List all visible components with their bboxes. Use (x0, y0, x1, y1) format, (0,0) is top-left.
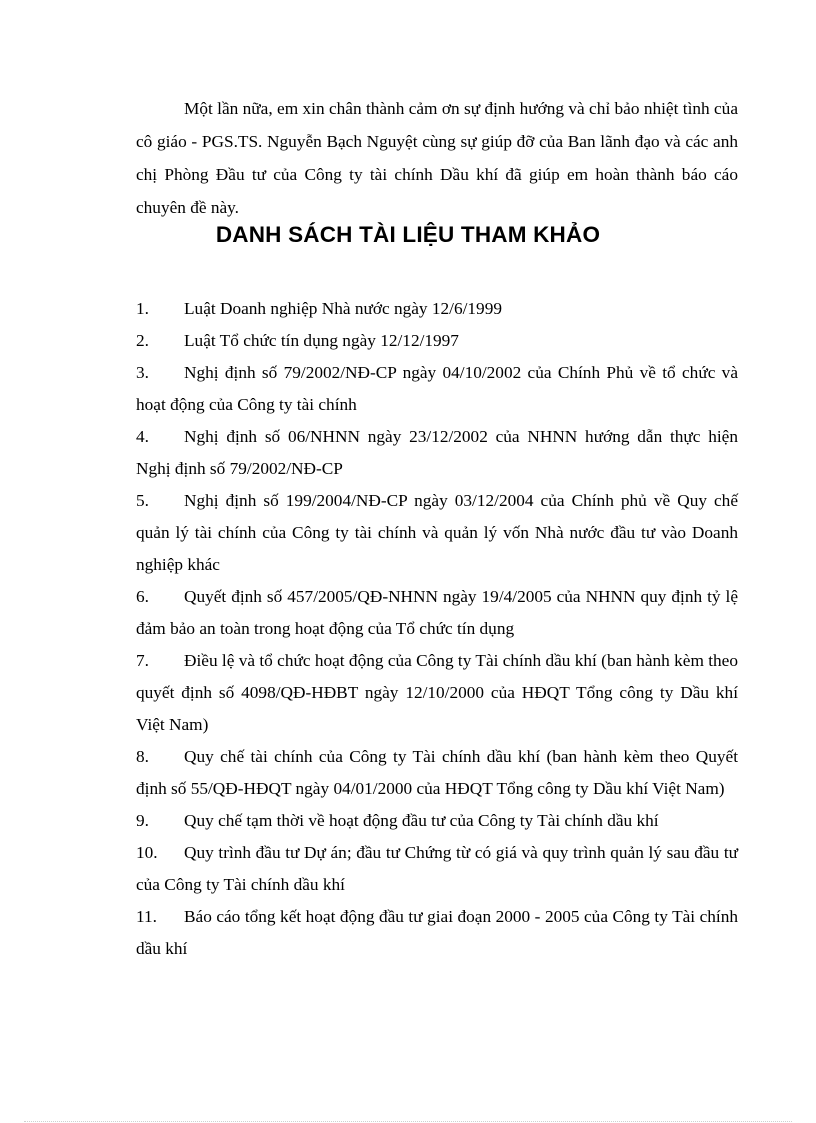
reference-text: Nghị định số 199/2004/NĐ-CP ngày 03/12/2004 của Chính phủ về Quy chế quản lý tài chính của Công ty tài chính và quản lý vốn Nhà nước đầu tư vào Doanh nghiệp khác (136, 491, 738, 574)
reference-list (136, 293, 738, 965)
reference-number: 8. (136, 747, 149, 766)
reference-item (136, 293, 738, 325)
reference-number: 7. (136, 651, 149, 670)
reference-number: 9. (136, 811, 149, 830)
reference-item (136, 645, 738, 741)
reference-item (136, 901, 738, 965)
reference-text: Quy chế tài chính của Công ty Tài chính dầu khí (ban hành kèm theo Quyết định số 55/QĐ-HĐQT ngày 04/01/2000 của HĐQT Tổng công ty Dầu khí Việt Nam) (136, 747, 738, 798)
reference-text: Nghị định số 06/NHNN ngày 23/12/2002 của NHNN hướng dẫn thực hiện Nghị định số 79/2002/NĐ-CP (136, 427, 738, 478)
reference-item (136, 357, 738, 421)
reference-text: Nghị định số 79/2002/NĐ-CP ngày 04/10/2002 của Chính Phủ về tổ chức và hoạt động của Công ty tài chính (136, 363, 738, 414)
reference-item (136, 325, 738, 357)
reference-text: Điều lệ và tổ chức hoạt động của Công ty Tài chính dầu khí (ban hành kèm theo quyết định số 4098/QĐ-HĐBT ngày 12/10/2000 của HĐQT Tổng công ty Dầu khí Việt Nam) (136, 651, 738, 734)
reference-number: 2. (136, 331, 149, 350)
page-bottom-divider (24, 1121, 792, 1122)
reference-number: 3. (136, 363, 149, 382)
reference-number: 5. (136, 491, 149, 510)
reference-text: Quyết định số 457/2005/QĐ-NHNN ngày 19/4/2005 của NHNN quy định tỷ lệ đảm bảo an toàn trong hoạt động của Tổ chức tín dụng (136, 587, 738, 638)
acknowledgement-paragraph: Một lần nữa, em xin chân thành cảm ơn sự định hướng và chỉ bảo nhiệt tình của cô giáo - PGS.TS. Nguyễn Bạch Nguyệt cùng sự giúp đỡ của Ban lãnh đạo và các anh chị Phòng Đầu tư của Công ty tài chính Dầu khí đã giúp em hoàn thành báo cáo chuyên đề này. (136, 99, 738, 217)
reference-item (136, 421, 738, 485)
reference-item (136, 805, 738, 837)
reference-number: 10. (136, 843, 158, 862)
reference-number: 4. (136, 427, 149, 446)
reference-text: Luật Doanh nghiệp Nhà nước ngày 12/6/1999 (184, 299, 502, 318)
reference-text: Quy chế tạm thời về hoạt động đầu tư của Công ty Tài chính dầu khí (184, 811, 659, 830)
reference-number: 11. (136, 907, 157, 926)
references-heading: DANH SÁCH TÀI LIỆU THAM KHẢO (215, 222, 601, 247)
reference-item (136, 741, 738, 805)
reference-number: 6. (136, 587, 149, 606)
reference-text: Quy trình đầu tư Dự án; đầu tư Chứng từ có giá và quy trình quản lý sau đầu tư của Công ty Tài chính dầu khí (136, 843, 738, 894)
reference-text: Báo cáo tổng kết hoạt động đầu tư giai đoạn 2000 - 2005 của Công ty Tài chính dầu khí (136, 907, 738, 958)
reference-item (136, 837, 738, 901)
reference-number: 1. (136, 299, 149, 318)
reference-item (136, 581, 738, 645)
reference-text: Luật Tổ chức tín dụng ngày 12/12/1997 (184, 331, 459, 350)
reference-item (136, 485, 738, 581)
